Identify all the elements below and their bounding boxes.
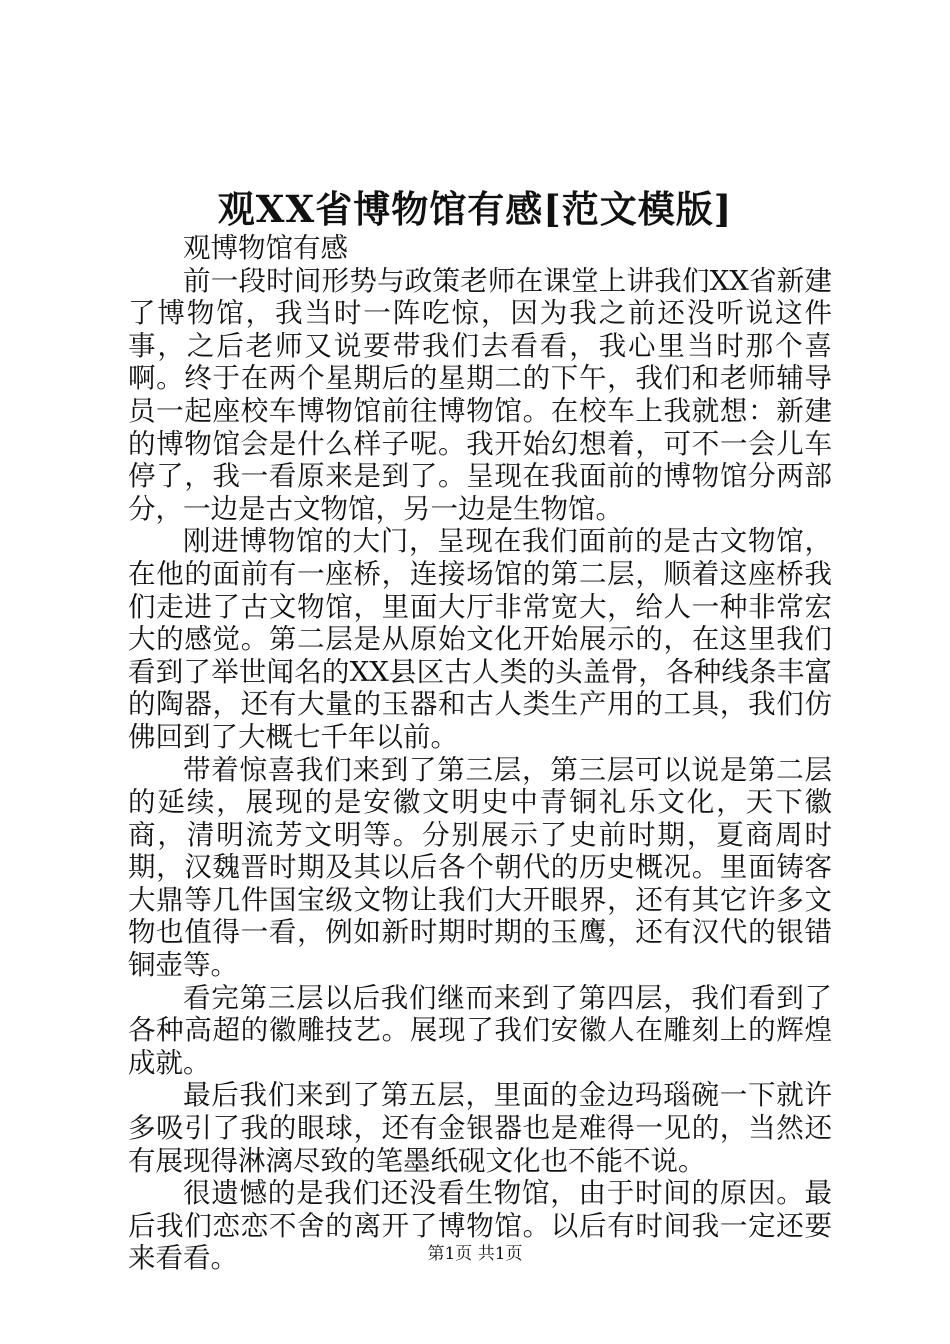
paragraph-2: 刚进博物馆的大门，呈现在我们面前的是古文物馆，在他的面前有一座桥，连接场馆的第二层，顺着这座桥我们走进了古文物馆，里面大厅非常宽大，给人一种非常宏大的感觉。第二层是从原始文化开始展示的，在这里我们看到了举世闻名的XX县区古人类的头盖骨，各种线条丰富的陶器，还有大量的玉器和古人类生产用的工具，我们仿佛回到了大概七千年以前。 xyxy=(128,525,832,753)
document-body xyxy=(128,232,832,1275)
paragraph-5: 最后我们来到了第五层，里面的金边玛瑙碗一下就许多吸引了我的眼球，还有金银器也是难得一见的，当然还有展现得淋漓尽致的笔墨纸砚文化也不能不说。 xyxy=(128,1079,832,1177)
paragraph-1: 前一段时间形势与政策老师在课堂上讲我们XX省新建了博物馆，我当时一阵吃惊，因为我之前还没听说这件事，之后老师又说要带我们去看看，我心里当时那个喜啊。终于在两个星期后的星期二的下午，我们和老师辅导员一起座校车博物馆前往博物馆。在校车上我就想：新建的博物馆会是什么样子呢。我开始幻想着，可不一会儿车停了，我一看原来是到了。呈现在我面前的博物馆分两部分，一边是古文物馆，另一边是生物馆。 xyxy=(128,264,832,525)
paragraph-4: 看完第三层以后我们继而来到了第四层，我们看到了各种高超的徽雕技艺。展现了我们安徽人在雕刻上的辉煌成就。 xyxy=(128,981,832,1079)
document-title: 观XX省博物馆有感[范文模版] xyxy=(217,187,733,231)
page-number-label: 第1页 共1页 xyxy=(427,1244,523,1264)
document-subtitle: 观博物馆有感 xyxy=(183,232,348,264)
paragraph-6: 很遗憾的是我们还没看生物馆，由于时间的原因。最后我们恋恋不舍的离开了博物馆。以后有时间我一定还要来看看。 xyxy=(128,1177,832,1275)
page-footer xyxy=(0,1242,950,1266)
paragraph-3: 带着惊喜我们来到了第三层，第三层可以说是第二层的延续，展现的是安徽文明史中青铜礼乐文化，天下徽商，清明流芳文明等。分别展示了史前时期，夏商周时期，汉魏晋时期及其以后各个朝代的历史概况。里面铸客大鼎等几件国宝级文物让我们大开眼界，还有其它许多文物也值得一看，例如新时期时期的玉鹰，还有汉代的银错铜壶等。 xyxy=(128,753,832,982)
